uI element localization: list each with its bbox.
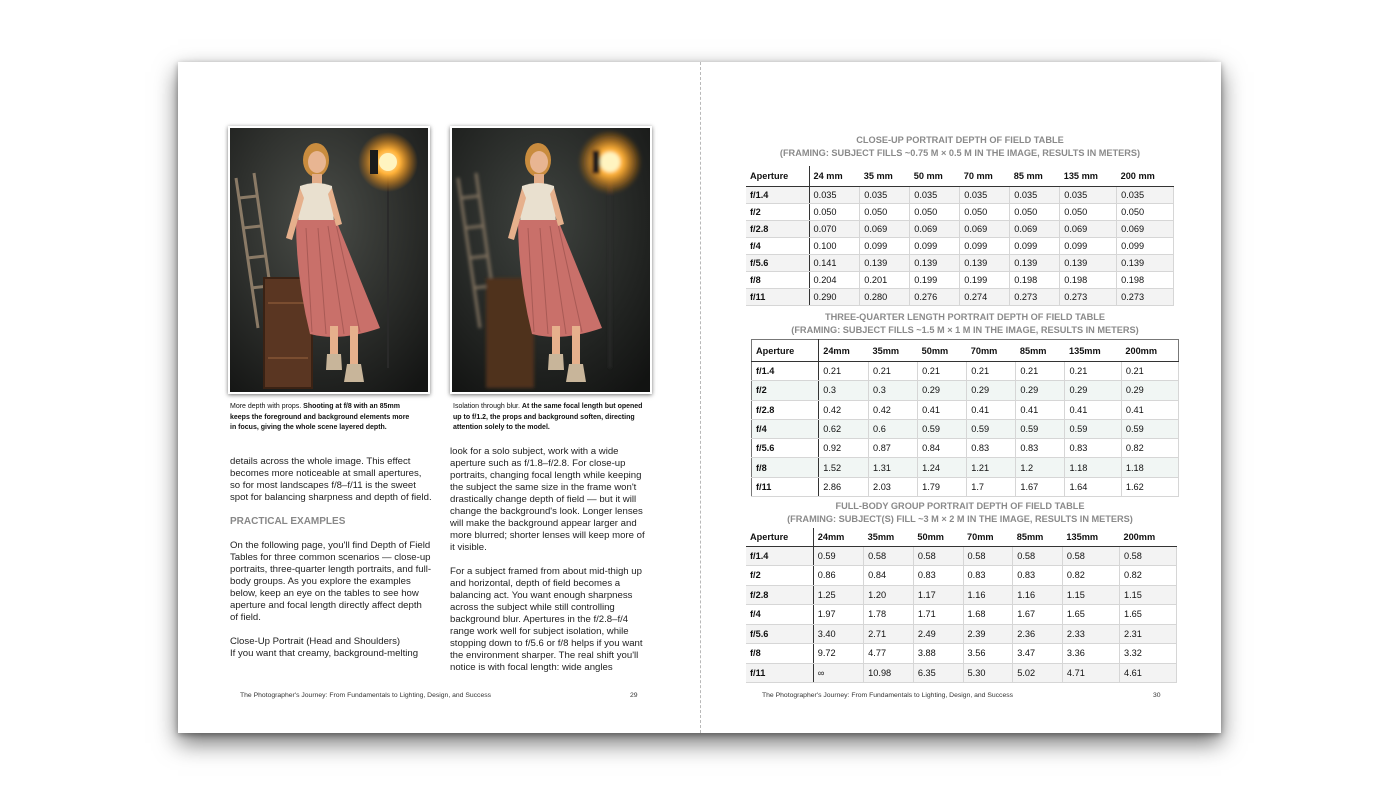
dof-value-cell: 0.273 <box>1060 288 1117 305</box>
dof-value-cell: 0.58 <box>963 546 1013 566</box>
dof-value-cell: 0.069 <box>1060 220 1117 237</box>
dof-value-cell: 1.21 <box>967 458 1016 477</box>
table-row <box>746 585 1177 605</box>
focal-length-column-header: 200mm <box>1121 340 1178 362</box>
table-row <box>746 203 1174 220</box>
table-row <box>752 477 1179 496</box>
table-row <box>746 605 1177 625</box>
table-row <box>746 220 1174 237</box>
dof-value-cell: 2.49 <box>913 624 963 644</box>
dof-value-cell: 5.30 <box>963 663 1013 683</box>
dof-value-cell: 0.099 <box>1117 237 1174 254</box>
dof-value-cell: 0.83 <box>963 566 1013 586</box>
body-paragraph: On the following page, you'll find Depth of Field Tables for three common scenarios — close-up portraits, three-quarter length portraits, and full-body groups. As you explore the examples below, keep an eye on the tables to see how aperture and focal length directly affect depth of field. <box>230 540 432 623</box>
portrait-photo-f12 <box>450 126 652 394</box>
body-paragraph: details across the whole image. This effect becomes more noticeable at small apertures, so for most landscapes f/8–f/11 is the sweet spot for balancing sharpness and depth of field. <box>230 456 432 503</box>
table-1-subtitle: (FRAMING: SUBJECT FILLS ~0.75 M × 0.5 M IN THE IMAGE, RESULTS IN METERS) <box>779 147 1141 158</box>
dof-value-cell: 2.33 <box>1062 624 1119 644</box>
aperture-cell: f/2.8 <box>746 220 809 237</box>
focal-length-column-header: 135mm <box>1062 528 1119 546</box>
dof-value-cell: 0.62 <box>819 419 869 438</box>
photo-caption-1 <box>230 402 412 434</box>
dof-value-cell: 0.280 <box>860 288 910 305</box>
dof-value-cell: 0.035 <box>1117 186 1174 203</box>
dof-value-cell: 0.84 <box>918 439 967 458</box>
dof-value-cell: 1.79 <box>918 477 967 496</box>
dof-value-cell: 0.84 <box>864 566 914 586</box>
table-3-subtitle: (FRAMING: SUBJECT(S) FILL ~3 M × 2 M IN THE IMAGE, RESULTS IN METERS) <box>787 513 1133 524</box>
dof-value-cell: 0.29 <box>1065 381 1121 400</box>
dof-value-cell: 5.02 <box>1013 663 1063 683</box>
focal-length-column-header: 135 mm <box>1060 166 1117 186</box>
focal-length-column-header: 50 mm <box>910 166 960 186</box>
dof-value-cell: 6.35 <box>913 663 963 683</box>
dof-value-cell: 0.069 <box>1010 220 1060 237</box>
focal-length-column-header: 85mm <box>1016 340 1065 362</box>
dof-value-cell: 0.58 <box>1119 546 1176 566</box>
dof-value-cell: 0.83 <box>1016 439 1065 458</box>
dof-value-cell: 0.21 <box>918 362 967 381</box>
body-paragraph: If you want that creamy, background-melting <box>230 648 419 659</box>
dof-value-cell: 0.273 <box>1010 288 1060 305</box>
dof-value-cell: 2.39 <box>963 624 1013 644</box>
dof-value-cell: 1.17 <box>913 585 963 605</box>
dof-value-cell: 0.050 <box>1117 203 1174 220</box>
table-row <box>746 186 1174 203</box>
focal-length-column-header: 70mm <box>963 528 1013 546</box>
dof-value-cell: 1.68 <box>963 605 1013 625</box>
table-row <box>746 663 1177 683</box>
aperture-cell: f/2 <box>746 203 809 220</box>
dof-value-cell: 3.47 <box>1013 644 1063 664</box>
dof-value-cell: 0.21 <box>967 362 1016 381</box>
dof-value-cell: 1.97 <box>813 605 863 625</box>
aperture-cell: f/8 <box>746 271 809 288</box>
dof-value-cell: 0.42 <box>869 400 918 419</box>
dof-value-cell: 0.035 <box>809 186 860 203</box>
footer-title-left: The Photographer's Journey: From Fundamentals to Lighting, Design, and Success <box>240 692 492 699</box>
dof-value-cell: 2.03 <box>869 477 918 496</box>
table-header-row <box>752 340 1179 362</box>
dof-value-cell: 1.62 <box>1121 477 1178 496</box>
aperture-cell: f/11 <box>746 663 813 683</box>
dof-value-cell: 0.29 <box>967 381 1016 400</box>
dof-value-cell: 0.204 <box>809 271 860 288</box>
aperture-column-header: Aperture <box>746 166 809 186</box>
book-spread <box>178 62 1221 733</box>
dof-value-cell: 0.82 <box>1121 439 1178 458</box>
dof-value-cell: 0.199 <box>960 271 1010 288</box>
dof-value-cell: 0.42 <box>819 400 869 419</box>
dof-value-cell: 1.71 <box>913 605 963 625</box>
dof-value-cell: 1.15 <box>1062 585 1119 605</box>
dof-value-cell: 4.77 <box>864 644 914 664</box>
aperture-cell: f/11 <box>746 288 809 305</box>
dof-value-cell: 0.21 <box>869 362 918 381</box>
table-3-title: FULL-BODY GROUP PORTRAIT DEPTH OF FIELD TABLE <box>835 501 1085 511</box>
focal-length-column-header: 135mm <box>1065 340 1121 362</box>
table-row <box>746 254 1174 271</box>
dof-value-cell: 0.29 <box>918 381 967 400</box>
dof-value-cell: 0.41 <box>918 400 967 419</box>
dof-value-cell: 0.035 <box>960 186 1010 203</box>
caption-2-lead: Isolation through blur. <box>453 403 520 410</box>
dof-value-cell: 0.59 <box>967 419 1016 438</box>
subsection-heading: Close-Up Portrait (Head and Shoulders) <box>230 636 401 647</box>
dof-value-cell: 3.32 <box>1119 644 1176 664</box>
dof-value-cell: 3.56 <box>963 644 1013 664</box>
body-column-2 <box>450 446 652 686</box>
dof-value-cell: 3.36 <box>1062 644 1119 664</box>
dof-value-cell: 0.069 <box>860 220 910 237</box>
dof-value-cell: 1.16 <box>1013 585 1063 605</box>
dof-value-cell: 0.050 <box>860 203 910 220</box>
dof-value-cell: 0.069 <box>910 220 960 237</box>
table-row <box>746 644 1177 664</box>
dof-value-cell: 0.3 <box>869 381 918 400</box>
dof-value-cell: 1.64 <box>1065 477 1121 496</box>
portrait-photo-f12-image <box>452 128 650 392</box>
focal-length-column-header: 50mm <box>913 528 963 546</box>
full-body-dof-table <box>746 528 1177 683</box>
dof-value-cell: 1.7 <box>967 477 1016 496</box>
aperture-cell: f/4 <box>752 419 819 438</box>
dof-value-cell: 0.58 <box>1062 546 1119 566</box>
dof-value-cell: 0.58 <box>864 546 914 566</box>
table-row <box>746 288 1174 305</box>
dof-value-cell: 0.41 <box>1016 400 1065 419</box>
caption-1-lead: More depth with props. <box>230 403 302 410</box>
dof-value-cell: 1.52 <box>819 458 869 477</box>
dof-value-cell: 0.050 <box>960 203 1010 220</box>
aperture-cell: f/2 <box>746 566 813 586</box>
dof-value-cell: 0.050 <box>1010 203 1060 220</box>
dof-value-cell: 0.035 <box>910 186 960 203</box>
dof-value-cell: 1.20 <box>864 585 914 605</box>
focal-length-column-header: 85mm <box>1013 528 1063 546</box>
page-number-right: 30 <box>1153 692 1161 699</box>
dof-value-cell: 0.139 <box>960 254 1010 271</box>
focal-length-column-header: 24mm <box>813 528 863 546</box>
dof-value-cell: 1.25 <box>813 585 863 605</box>
dof-value-cell: 0.59 <box>1065 419 1121 438</box>
aperture-cell: f/2.8 <box>746 585 813 605</box>
dof-value-cell: ∞ <box>813 663 863 683</box>
focal-length-column-header: 70mm <box>967 340 1016 362</box>
focal-length-column-header: 24mm <box>819 340 869 362</box>
aperture-cell: f/5.6 <box>746 254 809 271</box>
dof-value-cell: 1.65 <box>1062 605 1119 625</box>
dof-value-cell: 2.71 <box>864 624 914 644</box>
focal-length-column-header: 24 mm <box>809 166 860 186</box>
dof-value-cell: 0.41 <box>967 400 1016 419</box>
table-3-title-block <box>746 500 1174 525</box>
dof-value-cell: 0.21 <box>1065 362 1121 381</box>
focal-length-column-header: 35mm <box>864 528 914 546</box>
aperture-cell: f/1.4 <box>752 362 819 381</box>
aperture-cell: f/8 <box>752 458 819 477</box>
table-row <box>752 400 1179 419</box>
table-2-title-block <box>751 311 1179 336</box>
dof-value-cell: 0.139 <box>860 254 910 271</box>
dof-value-cell: 0.276 <box>910 288 960 305</box>
dof-value-cell: 3.40 <box>813 624 863 644</box>
dof-value-cell: 0.035 <box>860 186 910 203</box>
dof-value-cell: 1.18 <box>1065 458 1121 477</box>
portrait-photo-f8 <box>228 126 430 394</box>
dof-value-cell: 0.139 <box>1060 254 1117 271</box>
dof-value-cell: 0.59 <box>1016 419 1065 438</box>
section-heading: PRACTICAL EXAMPLES <box>230 516 346 527</box>
table-2-subtitle: (FRAMING: SUBJECT FILLS ~1.5 M × 1 M IN THE IMAGE, RESULTS IN METERS) <box>791 324 1139 335</box>
table-row <box>746 546 1177 566</box>
dof-value-cell: 0.92 <box>819 439 869 458</box>
dof-value-cell: 4.71 <box>1062 663 1119 683</box>
dof-value-cell: 1.2 <box>1016 458 1065 477</box>
dof-value-cell: 0.83 <box>1013 566 1063 586</box>
dof-value-cell: 0.273 <box>1117 288 1174 305</box>
table-row <box>746 271 1174 288</box>
dof-value-cell: 0.29 <box>1016 381 1065 400</box>
dof-value-cell: 1.31 <box>869 458 918 477</box>
dof-value-cell: 0.139 <box>910 254 960 271</box>
dof-value-cell: 0.035 <box>1060 186 1117 203</box>
dof-value-cell: 0.099 <box>1010 237 1060 254</box>
dof-value-cell: 0.59 <box>918 419 967 438</box>
table-row <box>746 566 1177 586</box>
dof-value-cell: 0.198 <box>1060 271 1117 288</box>
page-number-left: 29 <box>630 692 638 699</box>
table-1-title-block <box>746 134 1174 159</box>
dof-value-cell: 0.099 <box>960 237 1010 254</box>
dof-value-cell: 0.199 <box>910 271 960 288</box>
dof-value-cell: 0.3 <box>819 381 869 400</box>
three-quarter-dof-table <box>751 339 1179 497</box>
dof-value-cell: 1.67 <box>1013 605 1063 625</box>
table-row <box>752 381 1179 400</box>
focal-length-column-header: 35mm <box>869 340 918 362</box>
dof-value-cell: 0.6 <box>869 419 918 438</box>
dof-value-cell: 0.100 <box>809 237 860 254</box>
focal-length-column-header: 35 mm <box>860 166 910 186</box>
table-row <box>752 458 1179 477</box>
dof-value-cell: 0.41 <box>1065 400 1121 419</box>
photo-caption-2 <box>453 402 643 434</box>
dof-value-cell: 0.83 <box>967 439 1016 458</box>
aperture-cell: f/8 <box>746 644 813 664</box>
dof-value-cell: 0.83 <box>1065 439 1121 458</box>
aperture-cell: f/5.6 <box>746 624 813 644</box>
dof-value-cell: 10.98 <box>864 663 914 683</box>
dof-value-cell: 2.36 <box>1013 624 1063 644</box>
dof-value-cell: 0.41 <box>1121 400 1178 419</box>
dof-value-cell: 0.099 <box>860 237 910 254</box>
table-1-title: CLOSE-UP PORTRAIT DEPTH OF FIELD TABLE <box>856 135 1064 145</box>
table-header-row <box>746 166 1174 186</box>
dof-value-cell: 0.59 <box>813 546 863 566</box>
focal-length-column-header: 200mm <box>1119 528 1176 546</box>
aperture-cell: f/5.6 <box>752 439 819 458</box>
dof-value-cell: 0.198 <box>1010 271 1060 288</box>
focal-length-column-header: 70 mm <box>960 166 1010 186</box>
dof-value-cell: 0.21 <box>819 362 869 381</box>
dof-value-cell: 9.72 <box>813 644 863 664</box>
dof-value-cell: 3.88 <box>913 644 963 664</box>
table-header-row <box>746 528 1177 546</box>
focal-length-column-header: 85 mm <box>1010 166 1060 186</box>
dof-value-cell: 4.61 <box>1119 663 1176 683</box>
footer-title-right: The Photographer's Journey: From Fundamentals to Lighting, Design, and Success <box>762 692 1014 699</box>
aperture-cell: f/4 <box>746 605 813 625</box>
dof-value-cell: 1.78 <box>864 605 914 625</box>
body-column-1 <box>230 456 432 660</box>
dof-value-cell: 0.82 <box>1062 566 1119 586</box>
body-paragraph: For a subject framed from about mid-thigh up and horizontal, depth of field becomes a balancing act. You want enough sharpness across the subject while still controlling background blur. Apertures in the f/2.8–f/4 range work well for subject isolation, while stopping down to f/5.6 or f/8 helps if you want the environment sharper. The real shift you'll notice is with focal length: wide angles <box>450 566 643 673</box>
dof-value-cell: 2.86 <box>819 477 869 496</box>
close-up-dof-table <box>746 166 1174 306</box>
dof-value-cell: 0.139 <box>1117 254 1174 271</box>
dof-value-cell: 0.139 <box>1010 254 1060 271</box>
aperture-cell: f/4 <box>746 237 809 254</box>
dof-value-cell: 0.86 <box>813 566 863 586</box>
dof-value-cell: 0.099 <box>910 237 960 254</box>
dof-value-cell: 0.201 <box>860 271 910 288</box>
dof-value-cell: 2.31 <box>1119 624 1176 644</box>
portrait-photo-f8-image <box>230 128 428 392</box>
aperture-column-header: Aperture <box>752 340 819 362</box>
dof-value-cell: 1.16 <box>963 585 1013 605</box>
dof-value-cell: 0.050 <box>910 203 960 220</box>
dof-value-cell: 0.21 <box>1016 362 1065 381</box>
table-row <box>752 362 1179 381</box>
body-paragraph: look for a solo subject, work with a wide aperture such as f/1.8–f/2.8. For close-up portraits, changing focal length while keeping the subject the same size in the frame won't drastically change depth of field — but it will change the background's look. Longer lenses will make the background appear larger and more blurred; shorter lenses will keep more of it visible. <box>450 446 645 553</box>
dof-value-cell: 0.58 <box>913 546 963 566</box>
dof-value-cell: 0.290 <box>809 288 860 305</box>
aperture-cell: f/2.8 <box>752 400 819 419</box>
dof-value-cell: 1.15 <box>1119 585 1176 605</box>
dof-value-cell: 0.050 <box>1060 203 1117 220</box>
table-2-title: THREE-QUARTER LENGTH PORTRAIT DEPTH OF FIELD TABLE <box>824 312 1106 322</box>
dof-value-cell: 0.141 <box>809 254 860 271</box>
dof-value-cell: 0.198 <box>1117 271 1174 288</box>
dof-value-cell: 0.58 <box>1013 546 1063 566</box>
table-row <box>752 419 1179 438</box>
table-row <box>746 237 1174 254</box>
caption-2-text: At the same focal length but opened up to f/1.2, the props and background soften, directing attention solely to the model. <box>453 403 643 431</box>
dof-value-cell: 0.21 <box>1121 362 1178 381</box>
dof-value-cell: 0.59 <box>1121 419 1178 438</box>
dof-value-cell: 0.099 <box>1060 237 1117 254</box>
dof-value-cell: 0.82 <box>1119 566 1176 586</box>
table-row <box>746 624 1177 644</box>
aperture-cell: f/2 <box>752 381 819 400</box>
dof-value-cell: 0.070 <box>809 220 860 237</box>
dof-value-cell: 1.18 <box>1121 458 1178 477</box>
dof-value-cell: 0.069 <box>960 220 1010 237</box>
dof-value-cell: 1.65 <box>1119 605 1176 625</box>
dof-value-cell: 0.29 <box>1121 381 1178 400</box>
caption-1-text: Shooting at f/8 with an 85mm keeps the foreground and background elements more in focus, giving the whole scene layered depth. <box>230 403 410 431</box>
page-gutter <box>700 62 701 733</box>
aperture-cell: f/11 <box>752 477 819 496</box>
dof-value-cell: 0.274 <box>960 288 1010 305</box>
focal-length-column-header: 50mm <box>918 340 967 362</box>
aperture-cell: f/1.4 <box>746 546 813 566</box>
dof-value-cell: 1.67 <box>1016 477 1065 496</box>
aperture-column-header: Aperture <box>746 528 813 546</box>
dof-value-cell: 0.050 <box>809 203 860 220</box>
dof-value-cell: 1.24 <box>918 458 967 477</box>
dof-value-cell: 0.069 <box>1117 220 1174 237</box>
focal-length-column-header: 200 mm <box>1117 166 1174 186</box>
table-row <box>752 439 1179 458</box>
dof-value-cell: 0.83 <box>913 566 963 586</box>
dof-value-cell: 0.87 <box>869 439 918 458</box>
dof-value-cell: 0.035 <box>1010 186 1060 203</box>
aperture-cell: f/1.4 <box>746 186 809 203</box>
